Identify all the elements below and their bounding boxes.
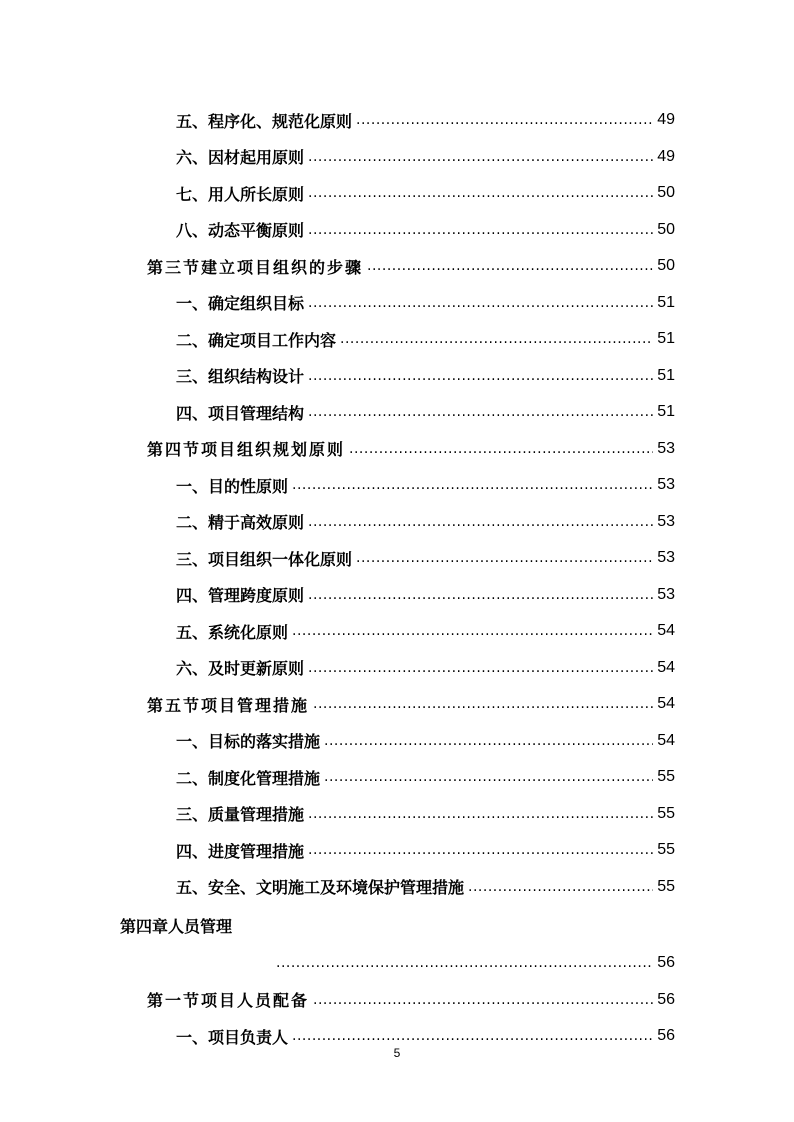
dot-leader [367,258,653,274]
toc-page-number: 53 [657,549,675,567]
toc-entry-title: 五、系统化原则 [176,622,289,642]
toc-page-number: 51 [657,330,675,348]
toc-page-number: 51 [657,366,675,384]
toc-entry-title: 一、确定组织目标 [176,294,305,314]
toc-entry[interactable] [0,982,794,1019]
toc-entry[interactable] [0,577,794,614]
dot-leader [292,477,653,493]
toc-entry-title: 第四节项目组织规划原则 [147,440,346,460]
toc-entry[interactable] [0,358,794,395]
toc-entry-title: 六、因材起用原则 [176,148,305,168]
toc-entry-title: 一、项目负责人 [176,1027,289,1047]
dot-leader [324,769,653,785]
toc-page-number: 51 [657,293,675,311]
toc-chapter-heading[interactable] [0,905,794,945]
dot-leader [292,623,653,639]
toc-entry[interactable] [0,504,794,541]
toc-entry-title: 二、精于高效原则 [176,513,305,533]
toc-entry[interactable] [0,759,794,796]
toc-page-number: 56 [657,954,675,972]
toc-entry[interactable] [0,394,794,431]
toc-page-number: 55 [657,804,675,822]
dot-leader [308,514,653,530]
toc-entry[interactable] [0,832,794,869]
toc-entry[interactable] [0,613,794,650]
toc-entry[interactable] [0,945,794,982]
toc-entry[interactable] [0,212,794,249]
toc-page-number: 53 [657,476,675,494]
dot-leader [308,185,653,201]
toc-entry-title: 七、用人所长原则 [176,184,305,204]
toc-entry-title: 八、动态平衡原则 [176,221,305,241]
dot-leader [349,441,653,457]
toc-page-number: 50 [657,257,675,275]
toc-entry-title: 第四章人员管理 [120,916,233,936]
page-number: 5 [393,1046,401,1060]
toc-entry[interactable] [0,102,794,139]
dot-leader [308,660,653,676]
toc-page-number: 50 [657,184,675,202]
toc-entry-title: 二、制度化管理措施 [176,768,321,788]
dot-leader [292,1028,653,1044]
dot-leader [313,696,653,712]
toc-page-number: 50 [657,220,675,238]
dot-leader [308,587,653,603]
toc-page-number: 54 [657,622,675,640]
toc-entry-title: 四、管理跨度原则 [176,586,305,606]
toc-entry-title: 四、项目管理结构 [176,403,305,423]
dot-leader [308,149,653,165]
toc-entry[interactable] [0,723,794,760]
toc-entry[interactable] [0,285,794,322]
dot-leader [324,733,653,749]
toc-entry[interactable] [0,869,794,906]
toc-page-number: 53 [657,439,675,457]
toc-page-number: 51 [657,403,675,421]
toc-entry[interactable] [0,686,794,723]
toc-page-number: 53 [657,585,675,603]
toc-entry-title: 三、项目组织一体化原则 [176,549,353,569]
table-of-contents [0,102,794,1055]
dot-leader [468,879,653,895]
toc-page-number: 55 [657,768,675,786]
toc-page-number: 54 [657,695,675,713]
toc-entry[interactable] [0,175,794,212]
toc-entry-title: 五、程序化、规范化原则 [176,111,353,131]
dot-leader [308,368,653,384]
toc-entry[interactable] [0,431,794,468]
toc-entry-title: 三、质量管理措施 [176,805,305,825]
toc-page-number: 54 [657,731,675,749]
toc-page-number: 55 [657,877,675,895]
dot-leader [276,955,653,971]
toc-entry[interactable] [0,139,794,176]
toc-page-number: 56 [657,990,675,1008]
toc-entry[interactable] [0,467,794,504]
toc-entry[interactable] [0,540,794,577]
dot-leader [356,550,653,566]
dot-leader [340,331,653,347]
toc-page-number: 55 [657,841,675,859]
toc-entry-title: 第三节建立项目组织的步骤 [147,257,364,277]
dot-leader [308,842,653,858]
toc-entry[interactable] [0,796,794,833]
toc-entry-title: 四、进度管理措施 [176,841,305,861]
toc-entry-title: 一、目标的落实措施 [176,732,321,752]
toc-entry-title: 六、及时更新原则 [176,659,305,679]
toc-entry-title: 二、确定项目工作内容 [176,330,337,350]
dot-leader [308,404,653,420]
toc-page-number: 49 [657,147,675,165]
toc-page-number: 53 [657,512,675,530]
toc-entry[interactable] [0,321,794,358]
toc-page-number: 54 [657,658,675,676]
dot-leader [308,222,653,238]
toc-entry-title: 五、安全、文明施工及环境保护管理措施 [176,878,465,898]
toc-page-number: 49 [657,111,675,129]
dot-leader [313,992,653,1008]
toc-page-number: 56 [657,1027,675,1045]
dot-leader [356,112,653,128]
dot-leader [308,806,653,822]
toc-entry-title: 第五节项目管理措施 [147,695,310,715]
toc-entry-title: 第一节项目人员配备 [147,991,310,1011]
dot-leader [308,295,653,311]
toc-entry[interactable] [0,248,794,285]
toc-entry-title: 三、组织结构设计 [176,367,305,387]
toc-entry-title: 一、目的性原则 [176,476,289,496]
toc-entry[interactable] [0,650,794,687]
